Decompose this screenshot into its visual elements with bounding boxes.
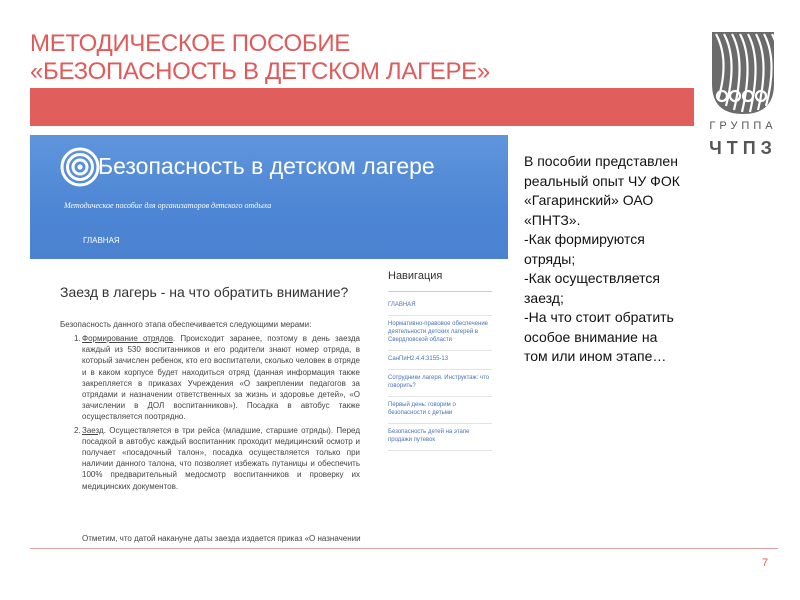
- article-intro: Безопасность данного этапа обеспечивается следующими мерами:: [60, 320, 312, 329]
- description-line: отряды;: [524, 250, 576, 267]
- website-screenshot: [30, 135, 508, 543]
- article-note: Отметим, что датой накануне даты заезда издается приказ «О назначении: [82, 534, 361, 543]
- footer-divider: [30, 548, 778, 549]
- sidebar-title: Навигация: [388, 270, 443, 282]
- list-item: 2. Заезд. Осуществляется в три рейса (младшие, старшие отряды). Перед посадкой в автобус каждый воспитанник проходит медицинский осмотр и получает «посадочный талон», посадка осуществляется только при наличии данного талона, что позволяет избежать путаницы и обеспечить 100% предварительный медосмотр воспитанников и проверку их медицинских документов.: [74, 425, 360, 491]
- sidebar-item-home[interactable]: ГЛАВНАЯ: [388, 297, 492, 316]
- description-line: заезд;: [524, 289, 564, 306]
- description-line: В пособии представлен: [524, 153, 678, 169]
- description-line: «ПНТЗ».: [524, 211, 581, 228]
- slide-title-line2: «БЕЗОПАСНОСТЬ В ДЕТСКОМ ЛАГЕРЕ»: [30, 58, 490, 85]
- chtpz-logo-icon: [708, 30, 778, 116]
- sidebar-item-staff-briefing[interactable]: Сотрудники лагеря. Инструктаж: что говорить?: [388, 370, 492, 397]
- article-list: [60, 333, 360, 492]
- article-content: [30, 259, 370, 543]
- list-item: 1. Формирование отрядов. Происходит заранее, поэтому в день заезда каждый из 530 воспитанников и его родители знают номер отряда, в который зачислен ребенок, кто его воспитатели, сколько человек в отряде и в каком корпусе будет находиться отряд (данная информация также закрепляется в приказах Учреждения «О закреплении педагогов за отрядами и назначении ответственных за жизнь и здоровье детей», «О зачислении в ДОЛ воспитанников»). Посадка в автобус также осуществляется поотрядно.: [74, 334, 361, 422]
- page-number: 7: [762, 557, 769, 569]
- slide-title-line1: МЕТОДИЧЕСКОЕ ПОСОБИЕ: [30, 30, 351, 57]
- sidebar-item-legal-basis[interactable]: Нормативно-правовое обеспечение деятельности детских лагерей в Свердловской области: [388, 316, 492, 351]
- site-title[interactable]: Безопасность в детском лагере: [98, 153, 435, 179]
- sidebar-list: [388, 297, 492, 451]
- nav-link-home[interactable]: ГЛАВНАЯ: [83, 236, 120, 245]
- logo-company-text: ЧТПЗ: [709, 138, 777, 158]
- description-line: -На что стоит обратить: [524, 309, 674, 325]
- list-item-heading: Формирование отрядов: [82, 334, 173, 343]
- logo-group-text: ГРУППА: [709, 120, 777, 132]
- title-accent-bar: [30, 88, 694, 126]
- company-logo: [708, 30, 778, 160]
- description-line: «Гагаринский» ОАО: [524, 192, 654, 208]
- sidebar-divider: [388, 291, 492, 292]
- sidebar-item-sanpin[interactable]: СанПиН2.4.4.3155-13: [388, 351, 492, 370]
- site-subtitle: Методическое пособие для организаторов детского отдыха: [64, 201, 272, 210]
- description-line: том или ином этапе…: [524, 348, 667, 364]
- sidebar-item-vouchers[interactable]: Безопасность детей на этапе продажи путевок: [388, 424, 492, 451]
- description-line: -Как осуществляется: [524, 270, 660, 286]
- concentric-circles-icon[interactable]: [60, 147, 100, 187]
- description-line: реальный опыт ЧУ ФОК: [524, 172, 680, 189]
- article-title: Заезд в лагерь - на что обратить внимание?: [60, 284, 349, 300]
- slide-title: [30, 30, 590, 86]
- site-header: [30, 135, 508, 259]
- description-line: -Как формируются: [524, 231, 645, 247]
- description-line: особое внимание на: [524, 328, 658, 345]
- description-text: [524, 152, 704, 367]
- list-item-heading: Заезд: [82, 425, 104, 435]
- sidebar-navigation: [370, 259, 508, 535]
- sidebar-item-first-day[interactable]: Первый день: говорим о безопасности с детьми: [388, 397, 492, 424]
